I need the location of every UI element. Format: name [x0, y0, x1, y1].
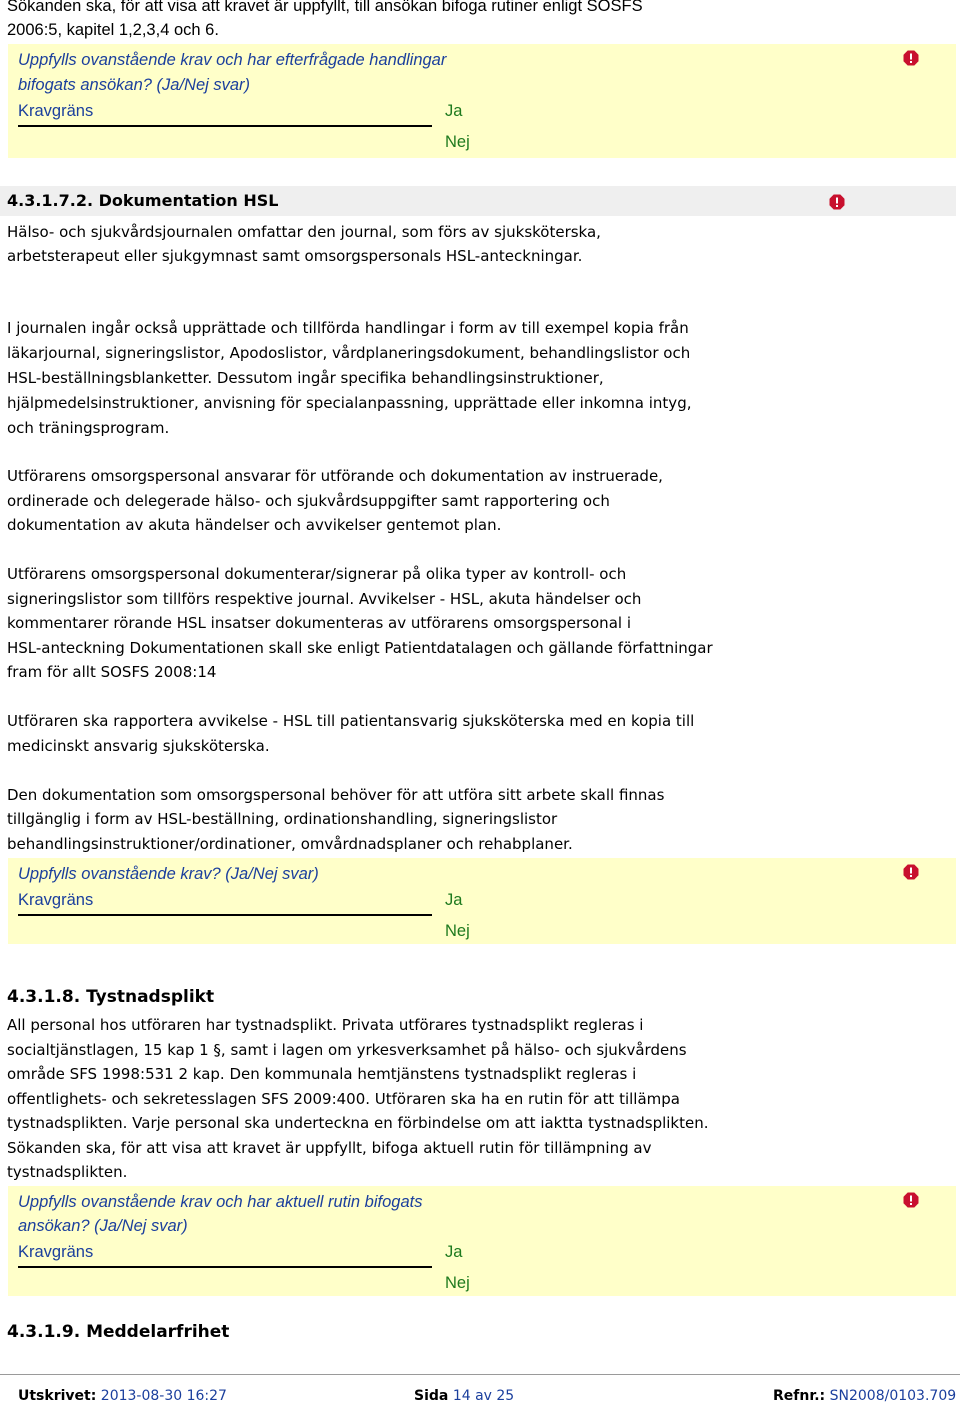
alert-icon [829, 194, 845, 210]
paragraph-line: kommentarer rörande HSL insatser dokumenteras av utförarens omsorgspersonal i [7, 614, 631, 632]
question-box-3 [8, 1186, 956, 1296]
footer-refnr-label: Refnr.: [773, 1388, 826, 1404]
paragraph-line: tillgänglig i form av HSL-beställning, ordinationshandling, signeringslistor [7, 810, 558, 828]
footer-refnr-value: SN2008/0103.709 [829, 1388, 957, 1404]
paragraph-line: hjälpmedelsinstruktioner, anvisning för specialanpassning, upprättade eller inkomna intyg, [7, 394, 692, 412]
alert-icon [903, 50, 919, 66]
paragraph-line: område SFS 1998:531 2 kap. Den kommunala hemtjänstens tystnadsplikt regleras i [7, 1065, 637, 1083]
footer-page [414, 1388, 514, 1404]
kravgrans-underline [18, 914, 432, 916]
paragraph-line: All personal hos utföraren har tystnadsplikt. Privata utförares tystnadsplikt regleras i [7, 1016, 644, 1034]
paragraph-line: dokumentation av akuta händelser och avvikelser gentemot plan. [7, 516, 502, 534]
paragraph-line: medicinskt ansvarig sjuksköterska. [7, 737, 270, 755]
kravgrans-label: Kravgräns [18, 891, 94, 909]
paragraph-line: och träningsprogram. [7, 419, 170, 437]
answer-ja[interactable]: Ja [445, 102, 463, 120]
kravgrans-label: Kravgräns [18, 1243, 94, 1261]
question-text: ansökan? (Ja/Nej svar) [18, 1217, 188, 1235]
answer-nej[interactable]: Nej [445, 1274, 470, 1292]
paragraph-line: läkarjournal, signeringslistor, Apodoslistor, vårdplaneringsdokument, behandlingslistor och [7, 344, 691, 362]
paragraph-line: Utförarens omsorgspersonal ansvarar för utförande och dokumentation av instruerade, [7, 467, 663, 485]
paragraph-line: fram för allt SOSFS 2008:14 [7, 663, 217, 681]
paragraph-line: ordinerade och delegerade hälso- och sjukvårdsuppgifter samt rapportering och [7, 492, 610, 510]
footer-printed-label: Utskrivet: [18, 1388, 97, 1404]
section-heading: 4.3.1.9. Meddelarfrihet [7, 1322, 230, 1342]
kravgrans-underline [18, 1266, 432, 1268]
paragraph-line: HSL-anteckning Dokumentationen skall ske enligt Patientdatalagen och gällande författningar [7, 639, 713, 657]
footer-page-value: 14 av 25 [452, 1388, 515, 1404]
footer-divider [0, 1374, 960, 1375]
paragraph-line: offentlighets- och sekretesslagen SFS 2009:400. Utföraren ska ha en rutin för att tillämpa [7, 1090, 680, 1108]
answer-nej[interactable]: Nej [445, 133, 470, 151]
alert-icon [903, 1192, 919, 1208]
question-box-1 [8, 44, 956, 158]
kravgrans-label: Kravgräns [18, 102, 94, 120]
paragraph-line: tystnadsplikten. [7, 1163, 128, 1181]
question-text: Uppfylls ovanstående krav och har efterfrågade handlingar [18, 51, 447, 69]
paragraph-line: Utförarens omsorgspersonal dokumenterar/signerar på olika typer av kontroll- och [7, 565, 627, 583]
paragraph-line: behandlingsinstruktioner/ordinationer, omvårdnadsplaner och rehabplaner. [7, 835, 573, 853]
top-text-line-2: 2006:5, kapitel 1,2,3,4 och 6. [7, 21, 219, 39]
footer-page-label: Sida [414, 1388, 449, 1404]
question-text: Uppfylls ovanstående krav och har aktuell rutin bifogats [18, 1193, 423, 1211]
paragraph-line: Sökanden ska, för att visa att kravet är uppfyllt, bifoga aktuell rutin för tillämpning av [7, 1139, 652, 1157]
paragraph-line: Utföraren ska rapportera avvikelse - HSL till patientansvarig sjuksköterska med en kopia till [7, 712, 695, 730]
paragraph-line: Den dokumentation som omsorgspersonal behöver för att utföra sitt arbete skall finnas [7, 786, 665, 804]
question-text: bifogats ansökan? (Ja/Nej svar) [18, 76, 251, 94]
paragraph-line: Hälso- och sjukvårdsjournalen omfattar den journal, som förs av sjuksköterska, [7, 223, 601, 241]
footer-printed-value: 2013-08-30 16:27 [100, 1388, 227, 1404]
answer-nej[interactable]: Nej [445, 922, 470, 940]
paragraph-line: tystnadsplikten. Varje personal ska underteckna en förbindelse om att iaktta tystnadsplikten. [7, 1114, 709, 1132]
top-text-line-1: Sökanden ska, för att visa att kravet är uppfyllt, till ansökan bifoga rutiner enligt SOSFS [7, 0, 643, 15]
paragraph-line: arbetsterapeut eller sjukgymnast samt omsorgspersonals HSL-anteckningar. [7, 247, 583, 265]
section-heading: 4.3.1.7.2. Dokumentation HSL [7, 191, 279, 210]
section-heading: 4.3.1.8. Tystnadsplikt [7, 987, 215, 1007]
paragraph-line: I journalen ingår också upprättade och tillförda handlingar i form av till exempel kopia från [7, 319, 689, 337]
question-box-2 [8, 858, 956, 944]
answer-ja[interactable]: Ja [445, 1243, 463, 1261]
question-text: Uppfylls ovanstående krav? (Ja/Nej svar) [18, 865, 319, 883]
paragraph-line: HSL-beställningsblanketter. Dessutom ingår specifika behandlingsinstruktioner, [7, 369, 604, 387]
paragraph-line: signeringslistor som tillförs respektive journal. Avvikelser - HSL, akuta händelser och [7, 590, 642, 608]
alert-icon [903, 864, 919, 880]
footer-printed [18, 1388, 227, 1404]
answer-ja[interactable]: Ja [445, 891, 463, 909]
footer-refnr [773, 1388, 956, 1404]
kravgrans-underline [18, 125, 432, 127]
paragraph-line: socialtjänstlagen, 15 kap 1 §, samt i lagen om yrkesverksamhet på hälso- och sjukvårdens [7, 1041, 687, 1059]
